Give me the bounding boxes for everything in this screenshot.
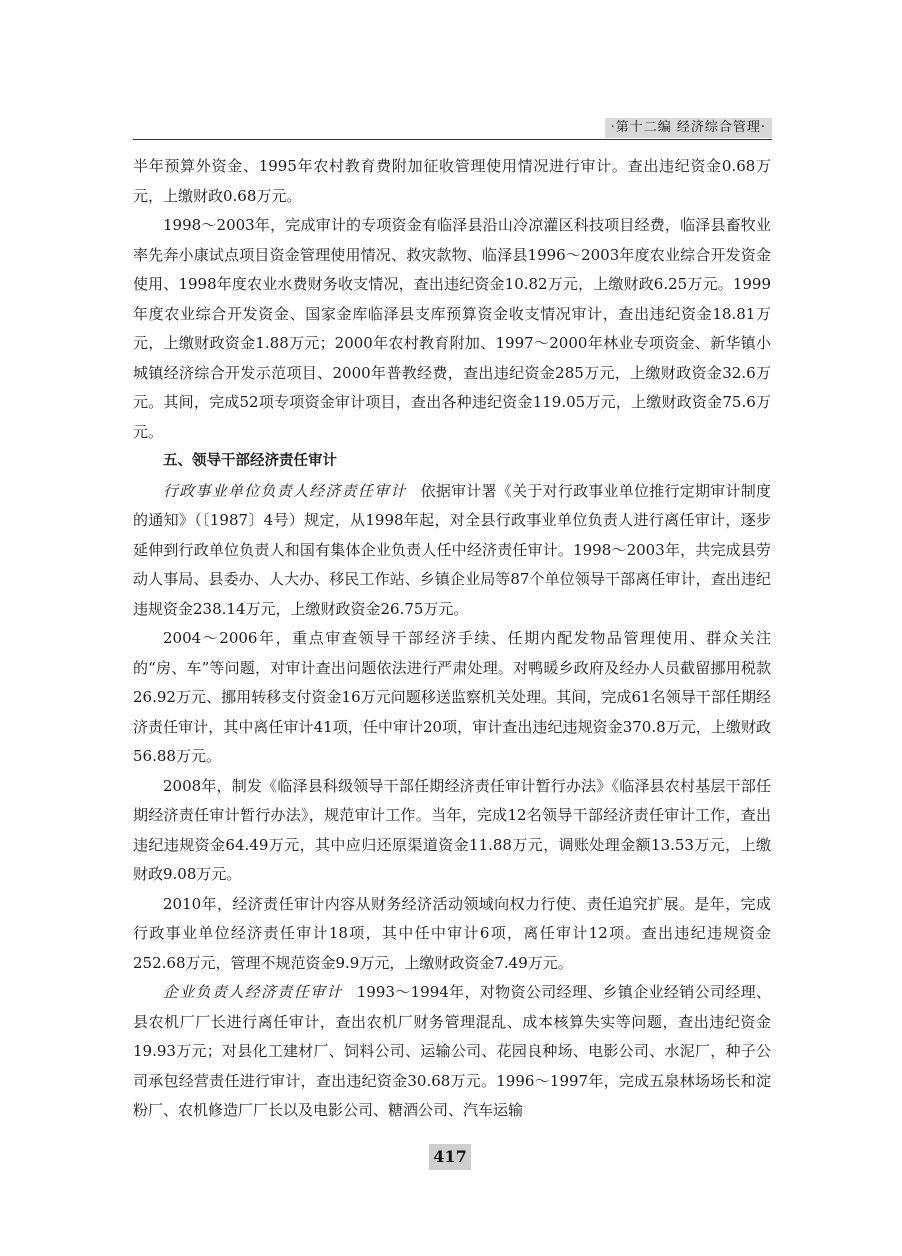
subheading-admin-units: 行政事业单位负责人经济责任审计 xyxy=(163,481,407,500)
paragraph-admin-audit-text: 依据审计署《关于对行政事业单位推行定期审计制度的通知》（〔1987〕4号）规定，从1998年起，对全县行政事业单位负责人进行离任审计，逐步延伸到行政单位负责人和国有集体企业负责人任中经济责任审计。1998～2003年，共完成县劳动人事局、县委办、人大办、移民工作站、乡镇企业局等87个单位领导干部离任审计，查出违纪违规资金238.14万元，上缴财政资金26.75万元。 xyxy=(133,481,771,618)
section-heading: 五、领导干部经济责任审计 xyxy=(163,453,337,469)
page-body xyxy=(133,152,771,1126)
paragraph-2008: 2008年，制发《临泽县科级领导干部任期经济责任审计暂行办法》《临泽县农村基层干部任期经济责任审计暂行办法》，规范审计工作。当年，完成12名领导干部经济责任审计工作，查出违纪违规资金64.49万元，其中应归还原渠道资金11.88万元，调账处理金额13.53万元，上缴财政9.08万元。 xyxy=(133,776,771,883)
subheading-enterprise: 企业负责人经济责任审计 xyxy=(163,983,343,1001)
paragraph-continued: 半年预算外资金、1995年农村教育费附加征收管理使用情况进行审计。查出违纪资金0.68万元，上缴财政0.68万元。 xyxy=(133,157,771,205)
paragraph-admin-audit xyxy=(133,477,771,625)
running-header-title: ·第十二编 经济综合管理· xyxy=(605,118,772,138)
paragraph-enterprise-audit-text: 1993～1994年，对物资公司经理、乡镇企业经销公司经理、县农机厂厂长进行离任审计，查出农机厂财务管理混乱、成本核算失实等问题，查出违纪资金19.93万元；对县化工建材厂、饲料公司、运输公司、花园良种场、电影公司、水泥厂，种子公司承包经营责任进行审计，查出违纪资金30.68万元。1996～1997年，完成五泉林场场长和淀粉厂、农机修造厂厂长以及电影公司、糖酒公司、汽车运输 xyxy=(133,983,771,1119)
paragraph-2010: 2010年，经济责任审计内容从财务经济活动领域向权力行使、责任追究扩展。是年，完成行政事业单位经济责任审计18项，其中任中审计6项，离任审计12项。查出违纪违规资金252.68万元，管理不规范资金9.9万元，上缴财政资金7.49万元。 xyxy=(133,894,771,972)
header-divider xyxy=(133,139,772,140)
page-number: 417 xyxy=(429,1144,471,1170)
paragraph-enterprise-audit xyxy=(133,978,771,1126)
paragraph-special-funds: 1998～2003年，完成审计的专项资金有临泽县沿山冷凉灌区科技项目经费，临泽县畜牧业率先奔小康试点项目资金管理使用情况、救灾款物、临泽县1996～2003年度农业综合开发资金使用、1998年度农业水费财务收支情况，查出违纪资金10.82万元，上缴财政6.25万元。1999年度农业综合开发资金、国家金库临泽县支库预算资金收支情况审计，查出违纪资金18.81万元，上缴财政资金1.88万元；2000年农村教育附加、1997～2000年林业专项资金、新华镇小城镇经济综合开发示范项目、2000年普教经费，查出违纪资金285万元，上缴财政资金32.6万元。其间，完成52项专项资金审计项目，查出各种违纪资金119.05万元，上缴财政资金75.6万元。 xyxy=(133,216,771,441)
paragraph-2004-2006: 2004～2006年，重点审查领导干部经济手续、任期内配发物品管理使用、群众关注的“房、车”等问题，对审计查出问题依法进行严肃处理。对鸭暖乡政府及经办人员截留挪用税款26.92万元、挪用转移支付资金16万元问题移送监察机关处理。其间，完成61名领导干部任期经济责任审计，其中离任审计41项，任中审计20项，审计查出违纪违规资金370.8万元，上缴财政56.88万元。 xyxy=(133,629,771,765)
